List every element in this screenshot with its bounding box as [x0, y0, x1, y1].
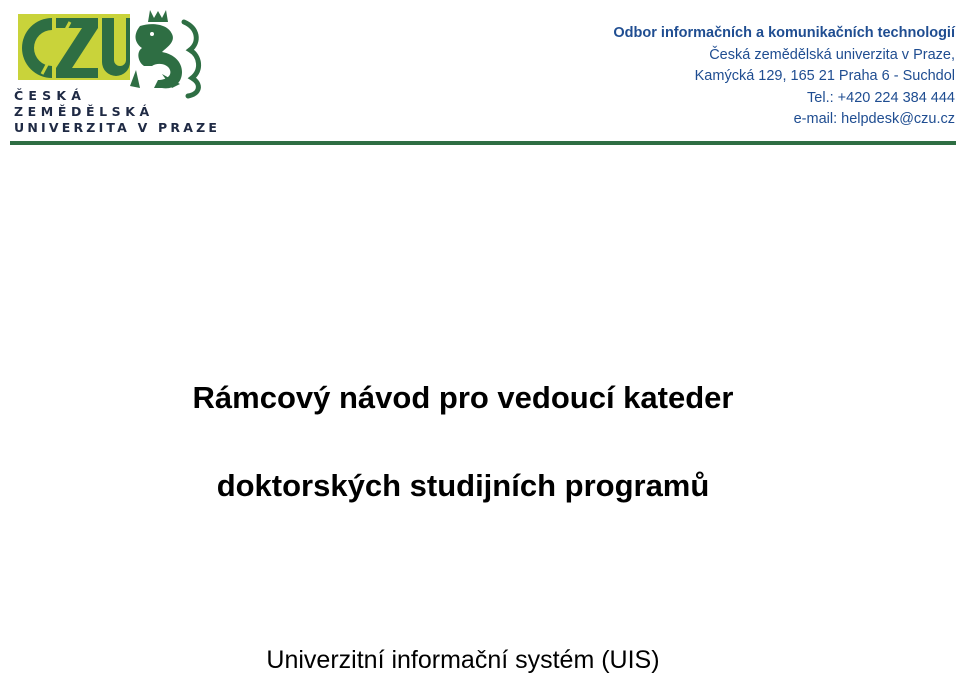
phone: Tel.: +420 224 384 444	[807, 89, 955, 106]
logo-line-1: ČESKÁ	[14, 88, 87, 103]
department-name: Odbor informačních a komunikačních technologií	[613, 25, 955, 41]
document-title-line-2: doktorských studijních programů	[216, 468, 710, 503]
document-subtitle: Univerzitní informační systém (UIS)	[266, 646, 660, 674]
document-title-line-1: Rámcový návod pro vedoucí kateder	[192, 380, 734, 415]
header-divider	[10, 141, 956, 145]
university-name: Česká zemědělská univerzita v Praze,	[709, 46, 955, 63]
letterhead	[0, 0, 960, 150]
logo-line-3: UNIVERZITA V PRAZE	[14, 120, 221, 135]
email: e-mail: helpdesk@czu.cz	[793, 111, 955, 127]
address: Kamýcká 129, 165 21 Praha 6 - Suchdol	[694, 68, 955, 84]
contact-block	[613, 23, 955, 131]
logo-line-2: ZEMĚDĚLSKÁ	[14, 104, 154, 119]
logo-wordmark	[14, 88, 220, 136]
